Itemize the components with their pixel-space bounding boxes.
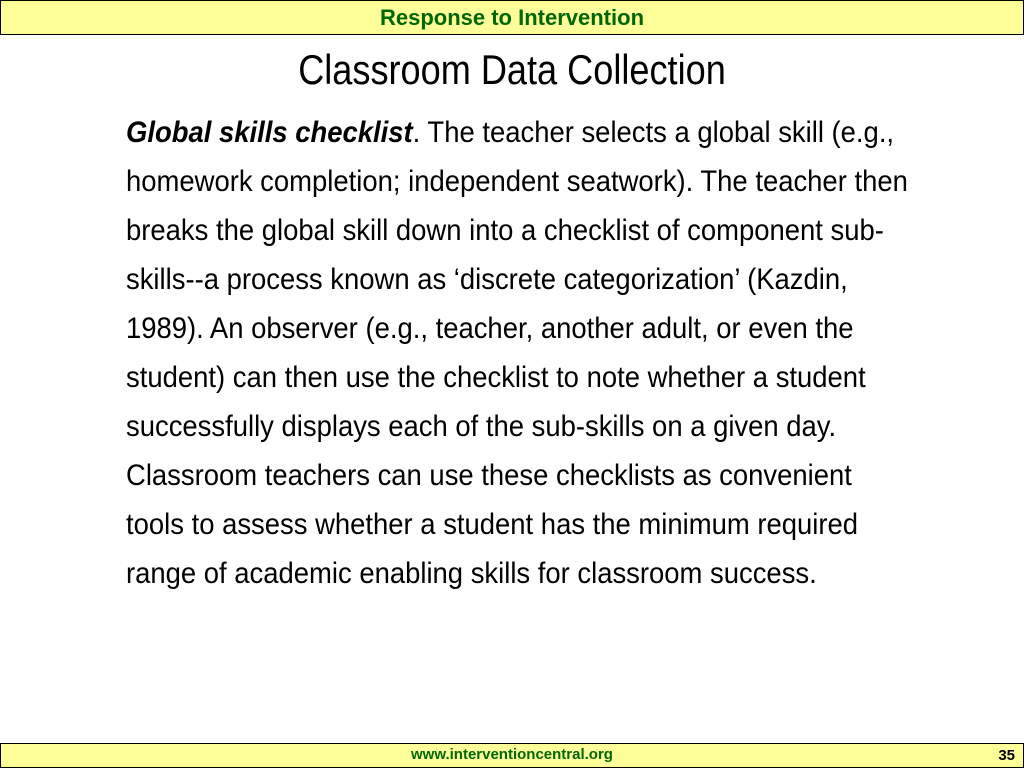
page-number: 35: [998, 747, 1015, 764]
header-banner-text: Response to Intervention: [379, 4, 645, 30]
header-banner: [0, 0, 1024, 35]
body-text: . The teacher selects a global skill (e.g., homework completion; independent seatwork). The teacher then breaks the global skill down into a checklist of component sub-skills--a process known as ‘discrete categorization’ (Kazdin, 1989). An observer (e.g., teacher, another adult, or even the student) can then use the checklist to note whether a student successfully displays each of the sub-skills on a given day. Classroom teachers can use these checklists as convenient tools to assess whether a student has the minimum required range of academic enabling skills for classroom success.: [126, 116, 908, 590]
slide-body: [126, 108, 917, 598]
slide-title: Classroom Data Collection: [298, 46, 726, 93]
term-heading: Global skills checklist: [126, 116, 413, 149]
body-paragraph: [126, 108, 917, 598]
footer-url-link[interactable]: www.interventioncentral.org: [411, 746, 613, 763]
footer-bar: [0, 743, 1024, 768]
